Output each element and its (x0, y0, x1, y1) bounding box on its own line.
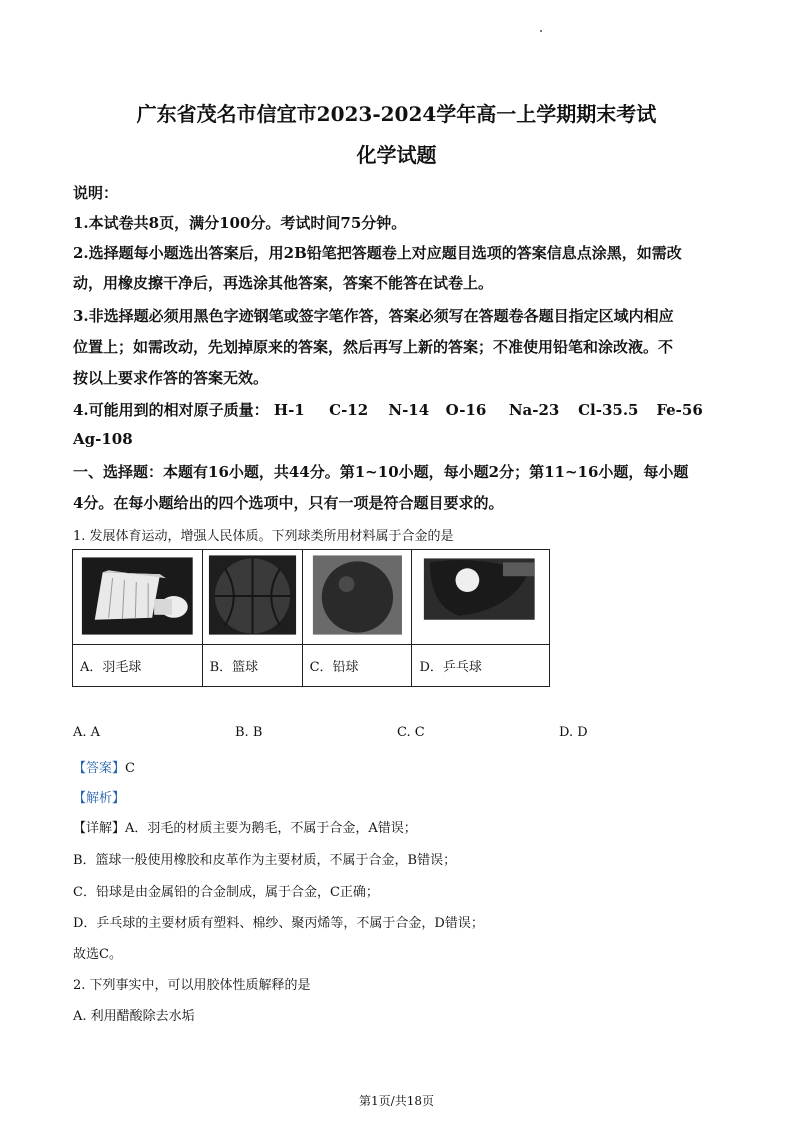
q2-stem: 2. 下列事实中，可以用胶体性质解释的是 (73, 978, 311, 993)
basketball-image (203, 550, 302, 644)
mass-cl: Cl-35.5 (578, 401, 639, 419)
note-3-line-2: 位置上；如需改动，先划掉原来的答案，然后再写上新的答案；不准使用铅笔和涂改液。不 (73, 338, 674, 356)
q1-image-cell-b (202, 550, 302, 645)
q1-stem: 1. 发展体育运动，增强人民体质。下列球类所用材料属于合金的是 (73, 529, 454, 544)
notes-heading: 说明： (73, 184, 119, 202)
detail-a: A．羽毛的材质主要为鹅毛，不属于合金，A错误； (125, 821, 417, 836)
answer-value: C (125, 761, 135, 776)
note-3-line-3: 按以上要求作答的答案无效。 (73, 369, 269, 387)
note-4-label: 4.可能用到的相对原子质量： (73, 401, 269, 419)
mass-h: H-1 (273, 401, 305, 419)
q1-image-table (72, 549, 550, 687)
q1-option-b: B. B (235, 725, 263, 740)
note-2-line-2: 动，用橡皮擦干净后，再选涂其他答案，答案不能答在试卷上。 (73, 274, 494, 292)
q1-option-d: D. D (559, 725, 588, 740)
mass-ag: Ag-108 (73, 430, 133, 448)
detail-c: C．铅球是由金属铅的合金制成，属于合金，C正确； (73, 885, 379, 900)
q1-detail-a-line (73, 817, 417, 836)
detail-b: B．篮球一般使用橡胶和皮革作为主要材质，不属于合金，B错误； (73, 853, 457, 868)
q1-image-cell-a (73, 550, 203, 645)
q1-option-c: C. C (397, 725, 425, 740)
note-2-line-1: 2.选择题每小题选出答案后，用2B铅笔把答题卷上对应题目选项的答案信息点涂黑，如需改 (73, 244, 682, 262)
mass-o: O-16 (445, 401, 487, 419)
q1-image-cell-d (412, 550, 550, 645)
shuttlecock-image (73, 550, 202, 644)
analysis-tag: 【解析】 (73, 791, 126, 806)
note-4-line (73, 399, 703, 420)
mass-na: Na-23 (508, 401, 560, 419)
q1-cell-label-a: A．羽毛球 (73, 645, 203, 687)
shot-put-image (303, 550, 412, 644)
q2-option-a: A. 利用醋酸除去水垢 (73, 1009, 195, 1024)
q1-cell-label-c: C．铅球 (302, 645, 412, 687)
mass-n: N-14 (388, 401, 430, 419)
mass-fe: Fe-56 (656, 401, 703, 419)
q1-conclusion: 故选C。 (73, 947, 122, 962)
ping-pong-image (412, 550, 549, 644)
mass-c: C-12 (329, 401, 369, 419)
exam-title: 广东省茂名市信宜市2023-2024学年高一上学期期末考试 (136, 102, 657, 126)
exam-subtitle: 化学试题 (356, 143, 437, 167)
section-1-line-2: 4分。在每小题给出的四个选项中，只有一项是符合题目要求的。 (73, 494, 504, 512)
q1-option-a: A. A (73, 725, 101, 740)
q1-image-cell-c (302, 550, 412, 645)
note-1: 1.本试卷共8页，满分100分。考试时间75分钟。 (73, 214, 407, 232)
scan-dot (540, 30, 542, 32)
detail-d: D．乒乓球的主要材质有塑料、棉纱、聚丙烯等，不属于合金，D错误； (73, 916, 484, 931)
detail-tag: 【详解】 (73, 821, 126, 836)
note-3-line-1: 3.非选择题必须用黑色字迹钢笔或签字笔作答，答案必须写在答题卷各题目指定区域内相应 (73, 307, 674, 325)
q1-answer-line (73, 757, 135, 776)
q1-cell-label-d: D．乒乓球 (412, 645, 550, 687)
section-1-line-1: 一、选择题：本题有16小题，共44分。第1~10小题，每小题2分；第11~16小题，每小题 (73, 463, 689, 481)
answer-tag: 【答案】 (73, 761, 126, 776)
q1-cell-label-b: B．篮球 (202, 645, 302, 687)
page-footer: 第1页/共18页 (359, 1094, 434, 1108)
